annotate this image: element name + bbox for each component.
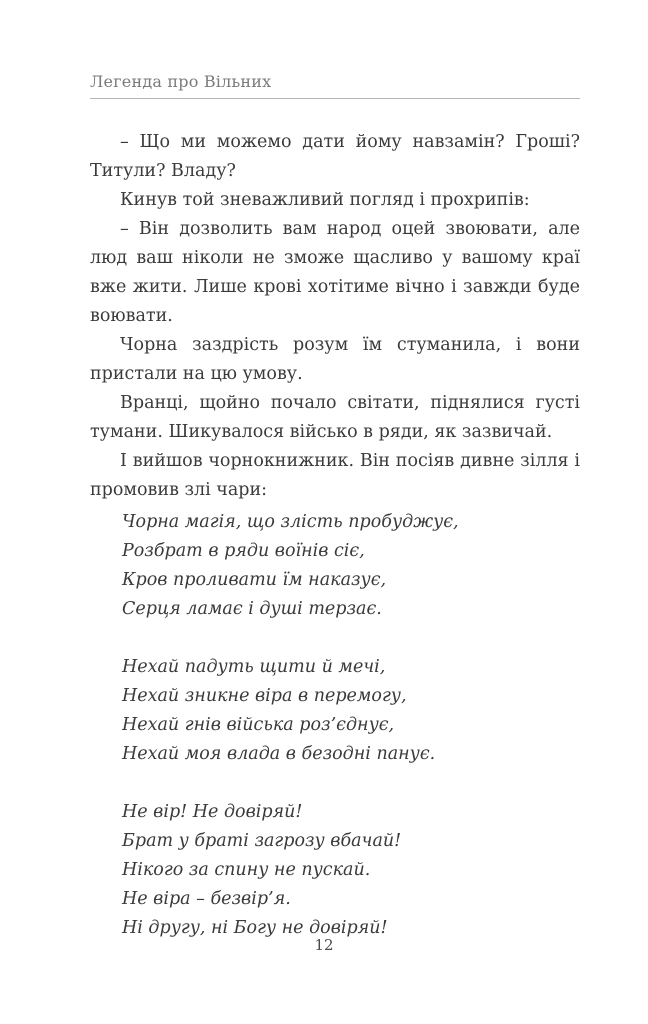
verse-line: Не віра – безвір’я. bbox=[122, 889, 291, 909]
verse-line: Нехай гнів війська роз’єднує, bbox=[122, 715, 395, 735]
stanza-3 bbox=[122, 798, 552, 943]
verse-line: Нехай моя влада в безодні панує. bbox=[122, 744, 436, 764]
verse-block bbox=[122, 508, 552, 972]
stanza-1 bbox=[122, 508, 552, 624]
verse-line: Серця ламає і душі терзає. bbox=[122, 599, 382, 619]
running-head: Легенда про Вільних bbox=[90, 72, 272, 91]
paragraph: – Що ми можемо дати йому навзамін? Гроші? Титули? Владу? bbox=[90, 132, 580, 181]
verse-line: Нікого за спину не пускай. bbox=[122, 860, 371, 880]
verse-line: Не вір! Не довіряй! bbox=[122, 802, 303, 822]
verse-line: Нехай зникне віра в перемогу, bbox=[122, 686, 407, 706]
paragraph: Вранці, щойно почало світати, піднялися густі тумани. Шикувалося військо в ряди, як зазвичай. bbox=[90, 393, 580, 442]
verse-line: Чорна магія, що злість пробуджує, bbox=[122, 512, 459, 532]
verse-line: Розбрат в ряди воїнів сіє, bbox=[122, 541, 365, 561]
paragraph: І вийшов чорнокнижник. Він посіяв дивне зілля і промовив злі чари: bbox=[90, 451, 580, 500]
verse-line: Нехай падуть щити й мечі, bbox=[122, 657, 386, 677]
page-number: 12 bbox=[314, 936, 334, 954]
paragraph: Кинув той зневажливий погляд і прохрипів: bbox=[120, 190, 530, 210]
paragraph: Чорна заздрість розум їм стуманила, і вони пристали на цю умову. bbox=[90, 335, 580, 384]
verse-line: Кров проливати їм наказує, bbox=[122, 570, 387, 590]
verse-line: Брат у браті загрозу вбачай! bbox=[122, 831, 402, 851]
verse-line: Ні другу, ні Богу не довіряй! bbox=[122, 918, 388, 938]
prose-block bbox=[90, 128, 580, 505]
header-rule bbox=[90, 98, 580, 99]
paragraph: – Він дозволить вам народ оцей звоювати, але люд ваш ніколи не зможе щасливо у вашому краї вже жити. Лише крові хотітиме вічно і завжди буде воювати. bbox=[90, 219, 580, 326]
stanza-2 bbox=[122, 653, 552, 769]
